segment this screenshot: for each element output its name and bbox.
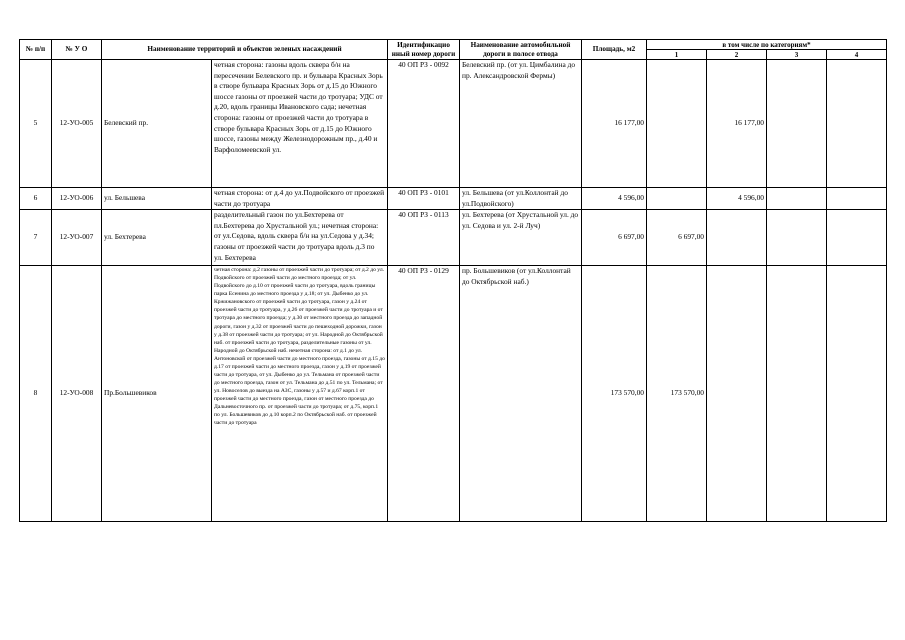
row-desc: четная сторона: газоны вдоль сквера б/н на пересечении Белевского пр. и бульвара Красных Зорь в створе бульвара Красных Зорь от д.15 до Южного шоссе газоны от проезжей части до тротуара; УДС от д.20, вдоль границы Ивановского сада; нечетная сторона: газоны от проезжей части до тротуара в створе бульвара Красных Зорь от д.15 до Южного шоссе, газоны между Железнодорожным пр., д.40 и Варфоломеевской ул. — [212, 60, 388, 188]
register-sheet — [19, 39, 886, 522]
row-num: 6 — [20, 188, 52, 210]
row-num: 8 — [20, 266, 52, 522]
row-road-id: 40 ОП РЗ - 0092 — [388, 60, 460, 188]
row-cat-3 — [767, 60, 827, 188]
header-num: № п/п — [20, 40, 52, 60]
header-categories: в том числе по категориям* — [647, 40, 887, 50]
row-cat-2 — [707, 266, 767, 522]
row-road-id: 40 ОП РЗ - 0101 — [388, 188, 460, 210]
row-uo: 12-УО-005 — [52, 60, 102, 188]
row-name: Белевский пр. — [102, 60, 212, 188]
row-cat-3 — [767, 188, 827, 210]
table-row — [20, 60, 887, 188]
row-cat-4 — [827, 188, 887, 210]
header-road: Наименование автомобильной дороги в полосе отвода — [460, 40, 582, 60]
row-cat-2: 16 177,00 — [707, 60, 767, 188]
row-num: 7 — [20, 210, 52, 266]
table-row — [20, 210, 887, 266]
row-uo: 12-УО-007 — [52, 210, 102, 266]
row-cat-3 — [767, 210, 827, 266]
header-cat-3: 3 — [767, 50, 827, 60]
header-cat-1: 1 — [647, 50, 707, 60]
row-desc: разделительный газон по ул.Бехтерева от пл.Бехтерева до Хрустальной ул.; нечетная сторона: от ул.Седова, вдоль сквера б/н на ул.Седова у д.34; газоны от проезжей части до тротуара вдоль д.3 по ул. Бехтерева — [212, 210, 388, 266]
header-name: Наименование территорий и объектов зеленых насаждений — [102, 40, 388, 60]
row-area: 173 570,00 — [582, 266, 647, 522]
header-cat-4: 4 — [827, 50, 887, 60]
row-cat-1 — [647, 60, 707, 188]
header-uo: № У О — [52, 40, 102, 60]
row-cat-1: 173 570,00 — [647, 266, 707, 522]
row-cat-4 — [827, 266, 887, 522]
row-cat-4 — [827, 210, 887, 266]
row-cat-2 — [707, 210, 767, 266]
row-road: ул. Бельшева (от ул.Коллонтай до ул.Подвойского) — [460, 188, 582, 210]
row-desc: четная сторона: от д.4 до ул.Подвойского от проезжей части до тротуара — [212, 188, 388, 210]
row-uo: 12-УО-006 — [52, 188, 102, 210]
green-areas-table — [19, 39, 887, 522]
table-row — [20, 266, 887, 522]
row-num: 5 — [20, 60, 52, 188]
row-cat-4 — [827, 60, 887, 188]
row-road-id: 40 ОП РЗ - 0113 — [388, 210, 460, 266]
row-cat-1 — [647, 188, 707, 210]
row-name: Пр.Большевиков — [102, 266, 212, 522]
row-road: Белевский пр. (от ул. Цимбалина до пр. Александровской Фермы) — [460, 60, 582, 188]
row-road: ул. Бехтерева (от Хрустальной ул. до ул. Седова и ул. 2-й Луч) — [460, 210, 582, 266]
row-name: ул. Бельшева — [102, 188, 212, 210]
row-cat-3 — [767, 266, 827, 522]
header-area: Площадь, м2 — [582, 40, 647, 60]
header-road-id: Идентификацио нный номер дороги — [388, 40, 460, 60]
row-desc: четная сторона: д.2 газоны от проезжей части до тротуара; от д.2 до ул. Подвойского от проезжей части до местного проезда; от ул. Подвойского до д.10 от проезжей части до тротуара, вдоль границы парка Есенина до местного проезда у д.18; от ул. Дыбенко до ул. Кржижановского от проезжей части до тротуара, газон у д.24 от проезжей части до тротуара, у д.26 от проезжей части до тротуара и от тротуара до местного проезда; у д.30 от местного проезда до западной дороги, газон у д.32 от проезжей части до пешеходной дорожки, газон у д.38 от проезжей части до тротуара; от ул. Народной до Октябрьской наб. от проезжей части до тротуара, разделительные газоны от ул. Народной до Октябрьской наб. нечетная сторона: от д.1 до ул. Антоновской от проезжей части до местного проезда, газоны от д.15 до д.17 от проезжей части до местного проезда, газон у д.19 от проезжей части до тротуара, от ул. Дыбенко до ул. Тельмана от проезжей части до местного проезда, газон от ул. Тельмана до д.51 по ул. Тельмана; от ул. Новоселов до выезда на АЗС, газоны у д.57 и д.67 корп.1 от проезжей части до местного проезда, газон от местного проезда до Дальневосточного пр. от проезжей части до тротуара; от д.75, корп.1 по ул. Большевиков до д.10 корп.2 по Октябрьской наб. от проезжей части до тротуара — [212, 266, 388, 522]
table-row — [20, 188, 887, 210]
row-area: 6 697,00 — [582, 210, 647, 266]
row-road-id: 40 ОП РЗ - 0129 — [388, 266, 460, 522]
row-road: пр. Большевиков (от ул.Коллонтай до Октябрьской наб.) — [460, 266, 582, 522]
row-cat-1: 6 697,00 — [647, 210, 707, 266]
header-cat-2: 2 — [707, 50, 767, 60]
row-cat-2: 4 596,00 — [707, 188, 767, 210]
row-area: 4 596,00 — [582, 188, 647, 210]
row-uo: 12-УО-008 — [52, 266, 102, 522]
row-area: 16 177,00 — [582, 60, 647, 188]
table-header-row — [20, 40, 887, 50]
row-name: ул. Бехтерева — [102, 210, 212, 266]
